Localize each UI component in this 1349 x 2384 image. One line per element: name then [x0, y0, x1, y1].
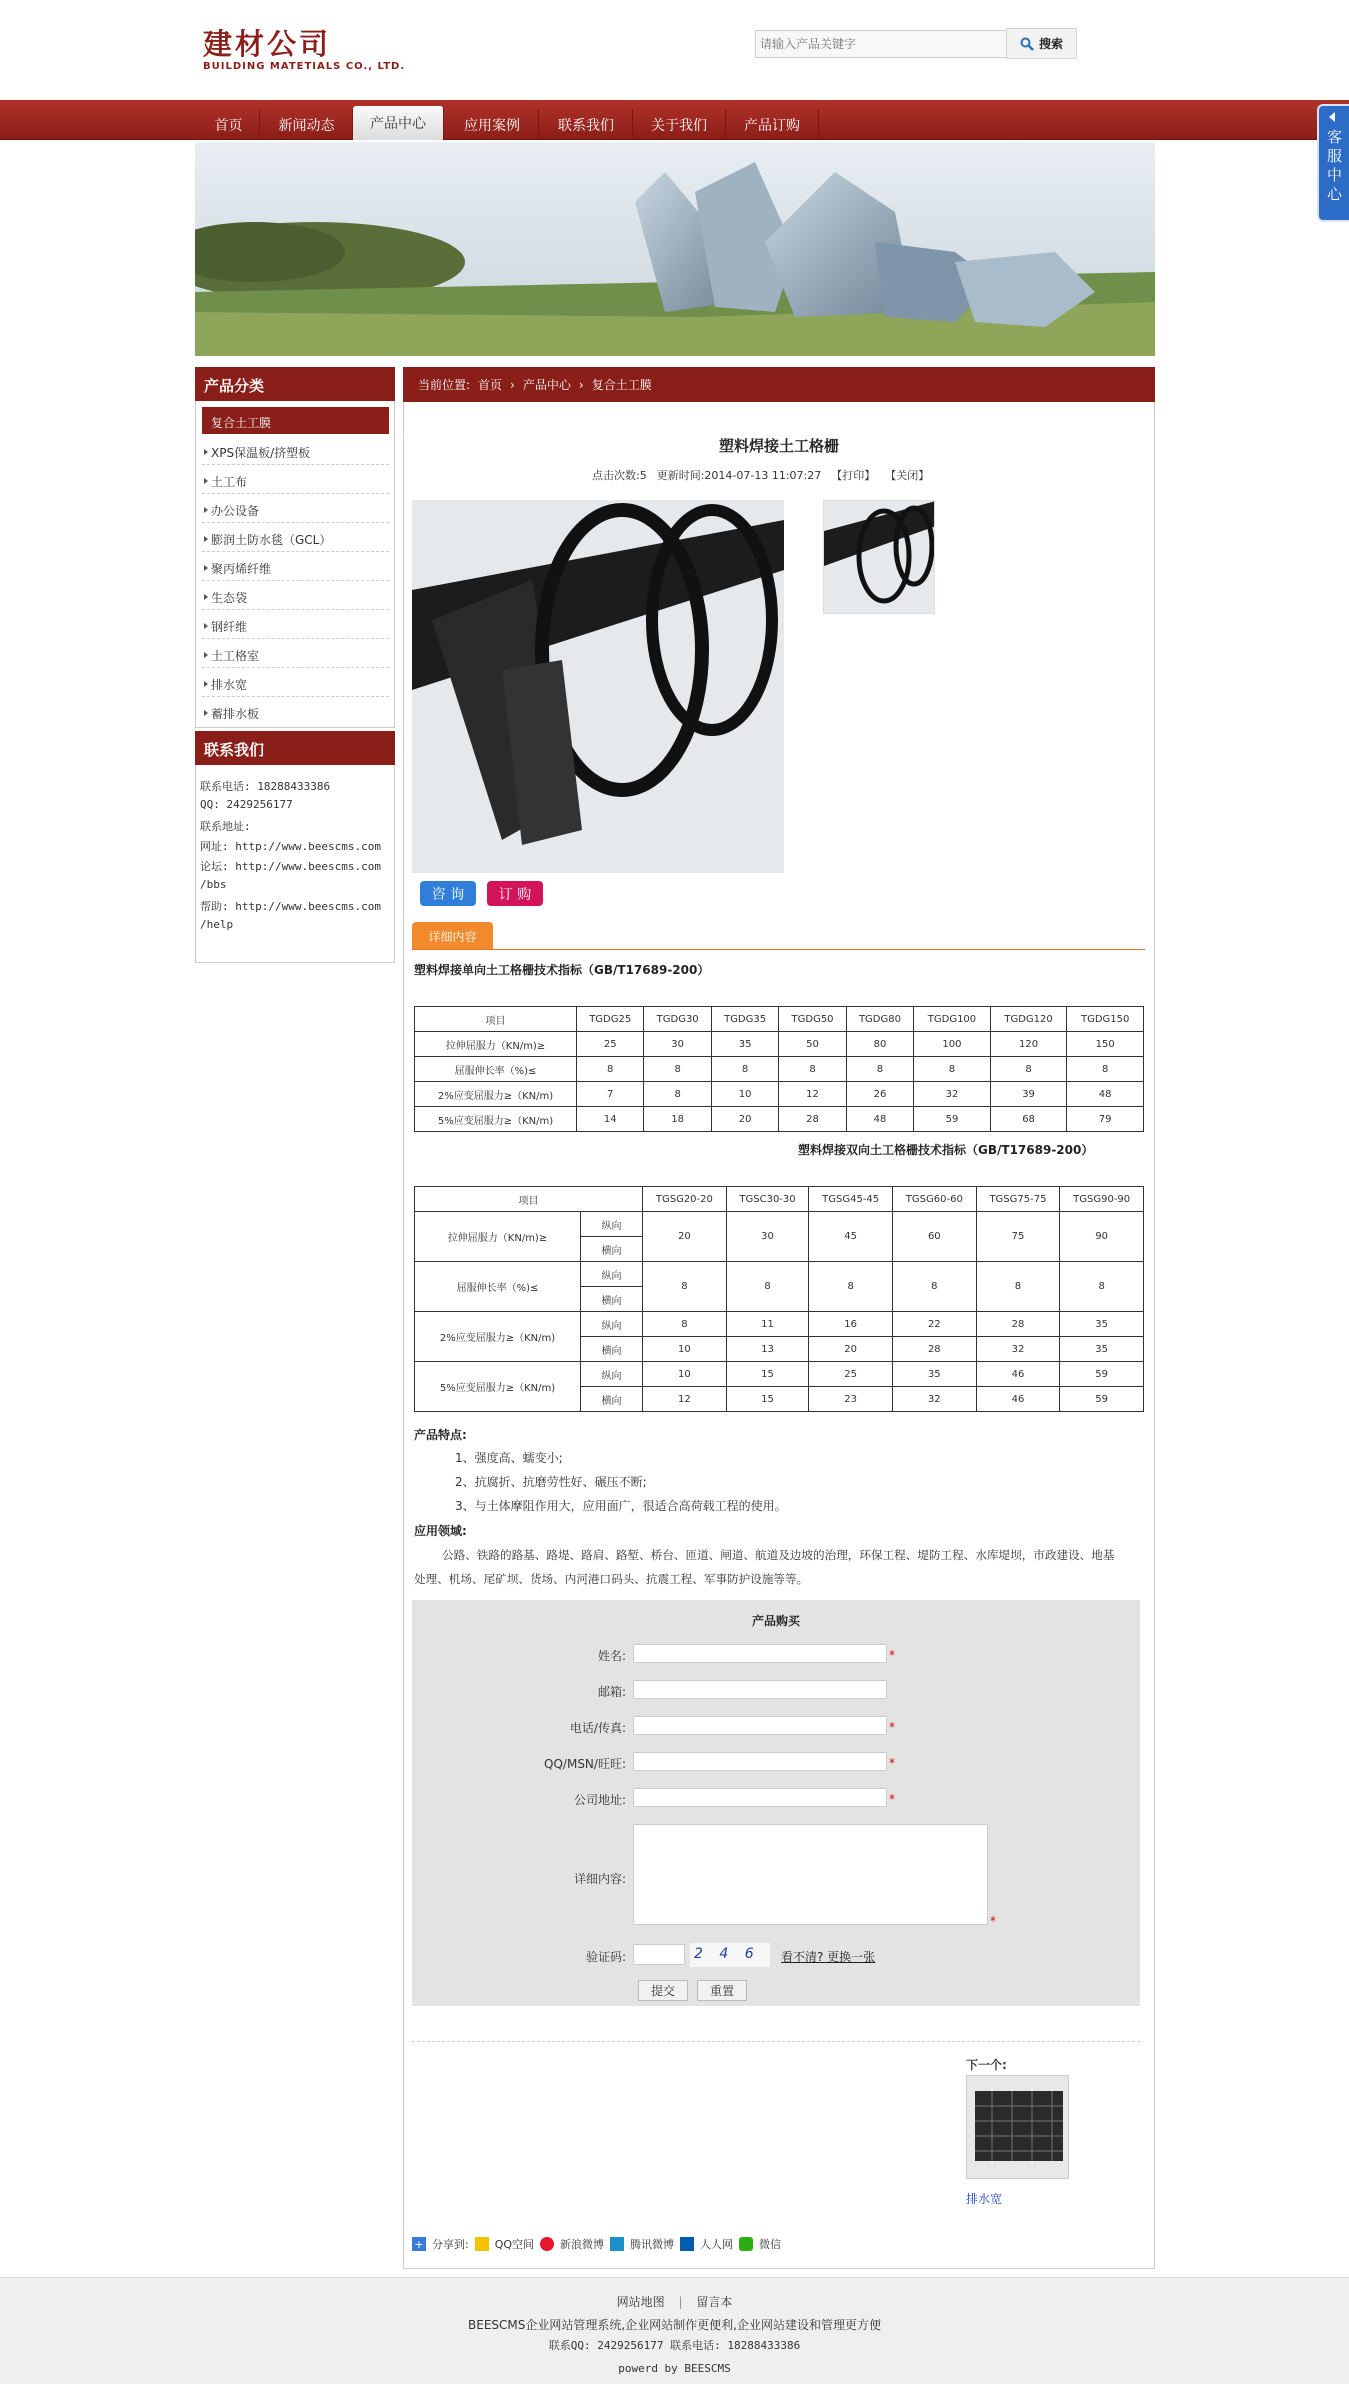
next-product-link[interactable]: 排水宽 [966, 2192, 1003, 2206]
table-cell: 28 [892, 1337, 976, 1362]
feature-item: 2、抗腐折、抗磨劳性好、碾压不断; [455, 1475, 647, 1489]
table-cell: 8 [644, 1057, 711, 1082]
table-cell: 8 [914, 1057, 991, 1082]
required-mark: * [990, 1914, 996, 1928]
table-cell: 纵向 [581, 1362, 643, 1387]
table-cell: 20 [809, 1337, 893, 1362]
table-cell: 8 [976, 1262, 1060, 1312]
table-cell: 拉伸屈服力（KN/m)≥ [415, 1212, 581, 1262]
contact-forum-path[interactable]: /bbs [200, 878, 227, 891]
consult-button[interactable]: 咨 询 [420, 881, 476, 906]
table-cell: 8 [643, 1262, 727, 1312]
table-cell: 10 [643, 1337, 727, 1362]
table-cell: 25 [809, 1362, 893, 1387]
table-cell: 8 [892, 1262, 976, 1312]
product-meta [592, 467, 929, 483]
table-cell: 46 [976, 1362, 1060, 1387]
category-item-active[interactable]: 复合土工膜 [202, 407, 389, 434]
table-cell: 68 [990, 1107, 1067, 1132]
table-cell: 纵向 [581, 1262, 643, 1287]
weibo-icon[interactable] [540, 2237, 554, 2251]
category-item[interactable]: 钢纤维 [202, 610, 389, 639]
reset-button[interactable]: 重置 [697, 1980, 747, 2001]
contact-header: 联系我们 [195, 731, 395, 765]
contact-help[interactable]: 帮助: http://www.beescms.com [200, 900, 381, 913]
email-label: 邮箱: [597, 1685, 626, 1699]
detail-label: 详细内容: [573, 1872, 626, 1886]
customer-service-widget[interactable] [1317, 104, 1349, 222]
table-cell: 59 [1060, 1387, 1144, 1412]
table-cell: 90 [1060, 1212, 1144, 1262]
renren-icon[interactable] [680, 2237, 694, 2251]
table-cell: 8 [990, 1057, 1067, 1082]
table-cell: 28 [976, 1312, 1060, 1337]
share-tencent[interactable]: 腾讯微博 [630, 2238, 675, 2251]
table-cell: 100 [914, 1032, 991, 1057]
required-mark: * [889, 1756, 895, 1770]
tab-detail[interactable]: 详细内容 [412, 922, 493, 950]
table-cell: 120 [990, 1032, 1067, 1057]
click-count: 点击次数:5 [592, 469, 647, 482]
address-label: 公司地址: [573, 1793, 626, 1807]
breadcrumb-current[interactable]: 复合土工膜 [591, 378, 652, 392]
share-weibo[interactable]: 新浪微博 [560, 2238, 605, 2251]
share-qzone[interactable]: QQ空间 [494, 2238, 535, 2251]
table-cell: 59 [914, 1107, 991, 1132]
spec1-table [414, 1006, 1144, 1132]
footer-guestbook-link[interactable]: 留言本 [696, 2295, 733, 2309]
table-cell: 8 [1067, 1057, 1144, 1082]
phone-field[interactable] [633, 1716, 887, 1735]
table-cell: 8 [644, 1082, 711, 1107]
next-product-image[interactable] [966, 2075, 1069, 2179]
table-cell: 32 [914, 1082, 991, 1107]
captcha-image[interactable]: 2 4 6 [690, 1943, 770, 1967]
category-item[interactable]: 膨润土防水毯（GCL） [202, 523, 389, 552]
category-item[interactable]: 生态袋 [202, 581, 389, 610]
close-link[interactable]: 【关闭】 [885, 469, 930, 482]
nav-products[interactable]: 产品中心 [353, 106, 444, 140]
table-cell: 59 [1060, 1362, 1144, 1387]
chevron-right-icon: › [510, 377, 515, 392]
table-cell: TGDG30 [644, 1007, 711, 1032]
category-item[interactable]: 聚丙烯纤维 [202, 552, 389, 581]
table-cell: 7 [577, 1082, 644, 1107]
im-label: QQ/MSN/旺旺: [544, 1757, 626, 1771]
table-row [415, 1262, 1144, 1287]
table-cell: 32 [892, 1387, 976, 1412]
table-cell: 横向 [581, 1287, 643, 1312]
submit-button[interactable]: 提交 [638, 1980, 688, 2001]
table-cell: 14 [577, 1107, 644, 1132]
breadcrumb [403, 367, 1155, 402]
table-row [415, 1212, 1144, 1237]
table-cell: 横向 [581, 1337, 643, 1362]
contact-address: 联系地址: [200, 820, 251, 833]
search-icon [1020, 37, 1034, 51]
category-item[interactable]: 土工格室 [202, 639, 389, 668]
share-bar [412, 2236, 781, 2252]
table-cell: TGDG150 [1067, 1007, 1144, 1032]
wechat-icon[interactable] [739, 2237, 753, 2251]
address-field[interactable] [633, 1788, 887, 1807]
table-cell: 13 [726, 1337, 809, 1362]
table-cell: TGDG80 [846, 1007, 913, 1032]
category-item[interactable]: 排水宽 [202, 668, 389, 697]
nav-news[interactable]: 新闻动态 [261, 109, 353, 140]
table-cell: 30 [726, 1212, 809, 1262]
table-row [415, 1082, 1144, 1107]
table-cell: TGSG90-90 [1060, 1187, 1144, 1212]
table-cell: TGDG50 [779, 1007, 846, 1032]
table-cell: 10 [643, 1362, 727, 1387]
table-cell: 80 [846, 1032, 913, 1057]
spec2-table [414, 1186, 1144, 1412]
product-title: 塑料焊接土工格栅 [718, 437, 839, 455]
search-button-label: 搜索 [1038, 37, 1063, 51]
contact-forum[interactable]: 论坛: http://www.beescms.com [200, 860, 381, 873]
table-cell: 10 [711, 1082, 778, 1107]
table-row [415, 1032, 1144, 1057]
category-item[interactable]: 土工布 [202, 465, 389, 494]
table-row [415, 1312, 1144, 1337]
table-cell: 45 [809, 1212, 893, 1262]
nav-home[interactable]: 首页 [198, 109, 260, 140]
table-cell: 32 [976, 1337, 1060, 1362]
logo-subtitle: BUILDING MATETIALS CO., LTD. [203, 61, 406, 72]
applications-text-2: 处理、机场、尾矿坝、货场、内河港口码头、抗震工程、军事防护设施等等。 [414, 1572, 809, 1586]
table-cell: 8 [711, 1057, 778, 1082]
table-cell: 2%应变屈服力≥（KN/m) [415, 1312, 581, 1362]
required-mark: * [889, 1648, 895, 1662]
footer-description: BEESCMS企业网站管理系统,企业网站制作更便利,企业网站建设和管理更方便 [468, 2318, 881, 2332]
footer-links [0, 2293, 1349, 2310]
breadcrumb-products[interactable]: 产品中心 [522, 378, 571, 392]
table-cell: 8 [1060, 1262, 1144, 1312]
contact-help-path[interactable]: /help [200, 918, 234, 931]
tencent-weibo-icon[interactable] [610, 2237, 624, 2251]
update-time: 更新时间:2014-07-13 11:07:27 [656, 469, 822, 482]
banner-image [195, 142, 1155, 356]
customer-service-label: 客服中心 [1327, 128, 1343, 203]
table-cell: 60 [892, 1212, 976, 1262]
nav-contact[interactable]: 联系我们 [540, 109, 633, 140]
footer-separator: | [678, 2295, 683, 2309]
search-button[interactable] [1006, 28, 1077, 59]
table-cell: 35 [1060, 1337, 1144, 1362]
table-cell: 48 [1067, 1082, 1144, 1107]
contact-qq: QQ: 2429256177 [200, 798, 293, 811]
table-cell: 11 [726, 1312, 809, 1337]
table-cell: 5%应变屈服力≥（KN/m) [415, 1362, 581, 1412]
table-cell: 50 [779, 1032, 846, 1057]
captcha-refresh-link[interactable]: 看不清? 更换一张 [781, 1950, 876, 1964]
table-cell: 20 [643, 1212, 727, 1262]
table-cell: 8 [809, 1262, 893, 1312]
table-cell: 2%应变屈服力≥（KN/m) [415, 1082, 577, 1107]
table-cell: 屈服伸长率（%)≤ [415, 1057, 577, 1082]
breadcrumb-home[interactable]: 首页 [478, 378, 503, 392]
breadcrumb-label: 当前位置: [418, 378, 471, 392]
captcha-label: 验证码: [585, 1950, 626, 1964]
table-cell: 15 [726, 1387, 809, 1412]
footer-powered: powerd by BEESCMS [618, 2362, 731, 2375]
table-cell: 项目 [415, 1187, 643, 1212]
table-cell: 8 [846, 1057, 913, 1082]
order-form-title: 产品购买 [751, 1614, 800, 1628]
nav-order[interactable]: 产品订购 [726, 109, 819, 140]
table-cell: 35 [892, 1362, 976, 1387]
table-row [415, 1362, 1144, 1387]
table-cell: 22 [892, 1312, 976, 1337]
share-wechat[interactable]: 微信 [759, 2238, 782, 2251]
table-cell: 23 [809, 1387, 893, 1412]
divider [412, 2041, 1140, 2042]
table-cell: 25 [577, 1032, 644, 1057]
required-mark: * [889, 1792, 895, 1806]
table-cell: 150 [1067, 1032, 1144, 1057]
table-row [415, 1057, 1144, 1082]
nav-cases[interactable]: 应用案例 [446, 109, 539, 140]
name-field[interactable] [633, 1644, 887, 1663]
table-cell: 79 [1067, 1107, 1144, 1132]
feature-item: 1、强度高、蠕变小; [455, 1451, 563, 1465]
chevron-right-icon: › [578, 377, 584, 392]
table-cell: 75 [976, 1212, 1060, 1262]
table-cell: 纵向 [581, 1312, 643, 1337]
table-cell: 8 [779, 1057, 846, 1082]
table-cell: 项目 [415, 1007, 577, 1032]
table-cell: 35 [711, 1032, 778, 1057]
category-header: 产品分类 [195, 367, 395, 401]
contact-website[interactable]: 网址: http://www.beescms.com [200, 840, 381, 853]
phone-label: 电话/传真: [569, 1721, 626, 1735]
print-link[interactable]: 【打印】 [831, 469, 876, 482]
table-cell: 39 [990, 1082, 1067, 1107]
table-cell: 12 [643, 1387, 727, 1412]
table-cell: 48 [846, 1107, 913, 1132]
share-label: 分享到: [432, 2238, 469, 2251]
table-cell: 30 [644, 1032, 711, 1057]
product-thumbnail[interactable] [823, 500, 935, 614]
feature-item: 3、与土体摩阻作用大，应用面广，很适合高荷载工程的使用。 [455, 1499, 787, 1513]
footer-sitemap-link[interactable]: 网站地图 [616, 2295, 665, 2309]
table-cell: TGDG25 [577, 1007, 644, 1032]
table-cell: 横向 [581, 1387, 643, 1412]
spec1-title: 塑料焊接单向土工格栅技术指标（GB/T17689-200） [414, 963, 710, 977]
nav-about[interactable]: 关于我们 [633, 109, 726, 140]
table-cell: TGDG35 [711, 1007, 778, 1032]
email-field[interactable] [633, 1680, 887, 1699]
table-cell: TGSG75-75 [976, 1187, 1060, 1212]
table-cell: 12 [779, 1082, 846, 1107]
next-label: 下一个: [966, 2058, 1007, 2072]
footer-contact: 联系QQ: 2429256177 联系电话: 18288433386 [548, 2339, 801, 2352]
spec2-title: 塑料焊接双向土工格栅技术指标（GB/T17689-200） [798, 1143, 1094, 1157]
search-input[interactable] [755, 30, 1007, 58]
order-button[interactable]: 订 购 [487, 881, 543, 906]
im-field[interactable] [633, 1752, 887, 1771]
table-cell: 20 [711, 1107, 778, 1132]
table-cell: TGSC30-30 [726, 1187, 809, 1212]
table-cell: 横向 [581, 1237, 643, 1262]
table-cell: TGDG120 [990, 1007, 1067, 1032]
share-renren[interactable]: 人人网 [700, 2238, 734, 2251]
table-row [415, 1107, 1144, 1132]
name-label: 姓名: [597, 1649, 626, 1663]
applications-title: 应用领域: [414, 1524, 467, 1538]
table-cell: 15 [726, 1362, 809, 1387]
category-item[interactable]: 办公设备 [202, 494, 389, 523]
required-mark: * [889, 1720, 895, 1734]
table-cell: 35 [1060, 1312, 1144, 1337]
table-cell: 8 [726, 1262, 809, 1312]
detail-textarea[interactable] [633, 1824, 988, 1925]
table-cell: 8 [577, 1057, 644, 1082]
captcha-input[interactable] [633, 1944, 685, 1965]
features-title: 产品特点: [414, 1428, 467, 1442]
product-main-image[interactable] [412, 500, 784, 873]
category-item[interactable]: XPS保温板/挤塑板 [202, 436, 389, 465]
logo-text[interactable]: 建材公司 [203, 27, 332, 61]
table-cell: TGSG60-60 [892, 1187, 976, 1212]
table-header-row [415, 1187, 1144, 1212]
qzone-icon[interactable] [475, 2237, 489, 2251]
table-cell: 28 [779, 1107, 846, 1132]
table-cell: 18 [644, 1107, 711, 1132]
table-cell: TGSG45-45 [809, 1187, 893, 1212]
table-cell: 26 [846, 1082, 913, 1107]
table-cell: 5%应变屈服力≥（KN/m) [415, 1107, 577, 1132]
arrow-left-icon [1329, 112, 1335, 122]
table-cell: 纵向 [581, 1212, 643, 1237]
table-header-row [415, 1007, 1144, 1032]
share-plus-icon: + [412, 2237, 426, 2251]
table-cell: TGSG20-20 [643, 1187, 727, 1212]
table-cell: 8 [643, 1312, 727, 1337]
applications-text: 公路、铁路的路基、路堤、路肩、路堑、桥台、匝道、闸道、航道及边坡的治理，环保工程、堤防工程、水库堤坝，市政建设、地基 [442, 1548, 1115, 1562]
table-cell: TGDG100 [914, 1007, 991, 1032]
table-cell: 16 [809, 1312, 893, 1337]
table-cell: 屈服伸长率（%)≤ [415, 1262, 581, 1312]
contact-phone: 联系电话: 18288433386 [200, 780, 331, 793]
table-cell: 拉伸屈服力（KN/m)≥ [415, 1032, 577, 1057]
category-item[interactable]: 蓄排水板 [202, 697, 389, 726]
table-cell: 46 [976, 1387, 1060, 1412]
tab-divider [412, 949, 1145, 950]
